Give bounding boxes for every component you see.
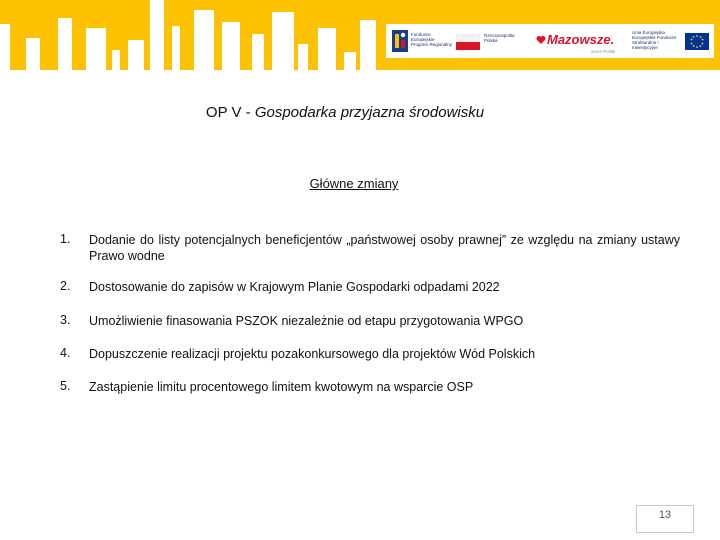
list-item-number: 5.: [60, 379, 71, 393]
fe-emblem-icon: [392, 30, 408, 52]
rzeczpospolita-polska-logo: [456, 24, 528, 58]
list-item-text: Zastąpienie limitu procentowego limitem kwotowym na wsparcie OSP: [89, 380, 474, 394]
rp-logo-text: Rzeczpospolita Polska: [484, 33, 515, 43]
banner-decoration: [194, 10, 214, 75]
fundusze-europejskie-logo: [390, 24, 452, 58]
list-item-text: Umożliwienie finasowania PSZOK niezależnie od etapu przygotowania WPGO: [89, 314, 524, 328]
ue-logo-text: Unia Europejska Europejskie Fundusze Strukturalne i Inwestycyjne: [632, 30, 677, 50]
fe-logo-text: Fundusze Europejskie Program Regionalny: [411, 32, 453, 47]
banner-decoration: [150, 0, 164, 75]
mazowsze-subtext: serce Polski: [591, 49, 616, 54]
page-number-box: [636, 505, 694, 533]
list-item-text: Dopuszczenie realizacji projektu pozakonkursowego dla projektów Wód Polskich: [89, 347, 536, 361]
list-item-number: 4.: [60, 346, 71, 360]
banner-decoration: [272, 12, 294, 75]
heart-icon: [536, 35, 546, 45]
banner-decoration: [318, 28, 336, 75]
slide-title-prefix: OP V -: [205, 104, 255, 121]
list-item-number: 2.: [60, 279, 71, 293]
banner-decoration: [252, 34, 264, 75]
banner-decoration: [0, 70, 720, 75]
slide-subtitle: Główne zmiany: [309, 176, 399, 191]
banner-decoration: [0, 24, 10, 75]
unia-europejska-logo: [632, 24, 712, 58]
banner-decoration: [86, 28, 106, 75]
list-item-number: 1.: [60, 232, 71, 246]
banner-decoration: [222, 22, 240, 75]
banner-decoration: [58, 18, 72, 75]
banner-decoration: [172, 26, 180, 75]
list-item-number: 3.: [60, 313, 71, 327]
mazowsze-wordmark: Mazowsze.: [547, 32, 615, 47]
header-banner: [0, 0, 720, 75]
list-item-text: Dostosowanie do zapisów w Krajowym Planie Gospodarki odpadami 2022: [89, 280, 500, 294]
eu-flag-icon: [685, 33, 709, 50]
banner-decoration: [360, 20, 376, 75]
logo-strip: [386, 24, 714, 58]
polish-flag-icon: [456, 34, 480, 50]
list-item-text: Dodanie do listy potencjalnych beneficjentów „państwowej osoby prawnej” ze względu na zmiany ustawy Prawo wodne: [89, 233, 680, 263]
page-number: 13: [658, 509, 672, 521]
mazowsze-logo: [536, 24, 622, 58]
slide-title: [0, 104, 690, 121]
slide-title-italic: Gospodarka przyjazna środowisku: [254, 104, 485, 121]
